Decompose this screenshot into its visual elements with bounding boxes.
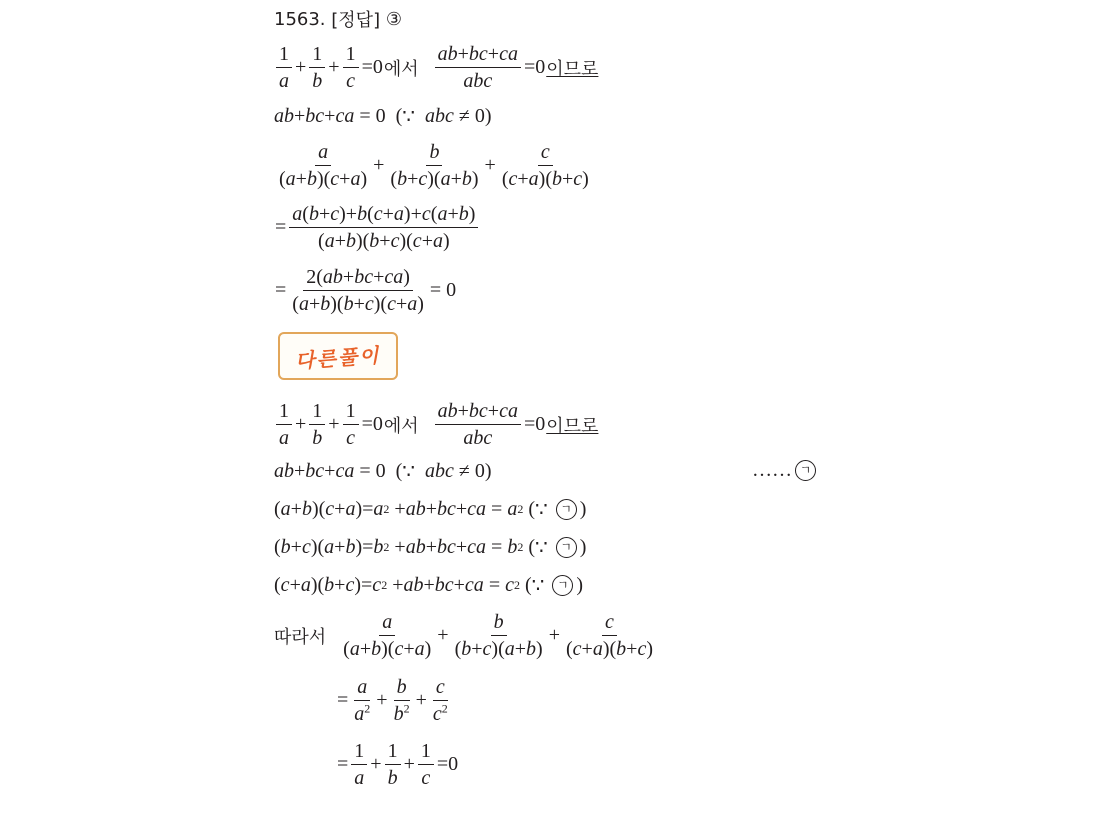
- eq-simplified: = $\frac{a}{a^2}$ + $\frac{b}{b^2}$ + $\frac{c}{c^2}$: [337, 676, 448, 725]
- eq-identity-c: ( c + a )( b + c )= c 2 + ab + bc + ca = c 2 ( ∵ ㄱ ): [274, 573, 584, 597]
- text-eseo-2: 에서: [383, 415, 419, 437]
- alt-eq-reciprocal-sum: $\frac{1}{a}$ + $\frac{1}{b}$ + $\frac{1}{c}$ =0 에서 $\frac{ab+bc+ca}{\text{abc}}$ =0 이므로: [274, 399, 598, 450]
- answer-symbol: ③: [385, 8, 402, 30]
- eq-result-zero: = $\frac{2(ab+bc+ca)}{(a+b)(b+c)(c+a)}$ = 0: [275, 266, 457, 315]
- eq-therefore: 따라서 $\frac{a}{(a+b)(c+a)}$ + $\frac{b}{(b+c)(a+b)}$ + $\frac{c}{(c+a)(b+c)}$: [274, 611, 653, 660]
- text-imeuro-2: 이므로: [546, 415, 599, 437]
- problem-number: 1563.: [274, 8, 326, 30]
- problem-header: [274, 6, 402, 32]
- giyeok-marker: ㄱ: [795, 460, 816, 481]
- eq-identity-b: ( b + c )( a + b )= b 2 + ab + bc + ca = b 2 ( ∵ ㄱ ): [274, 535, 587, 559]
- alt-eq-ab-bc-ca-zero: ab + bc + ca = 0 ( ∵ abc ≠ 0): [274, 459, 492, 483]
- because-symbol: ∵: [402, 105, 416, 128]
- reference-marker: …… ㄱ: [752, 459, 819, 482]
- eq-combined: = $\frac{a(b+c)+b(c+a)+c(a+b)}{(a+b)(b+c)(c+a)}$: [274, 202, 480, 253]
- eq-ab-bc-ca-zero: ab + bc + ca = 0 ( ∵ abc ≠ 0): [274, 104, 492, 128]
- text-ttaraseo: 따라서: [274, 626, 327, 648]
- answer-label: [정답]: [331, 10, 381, 31]
- eq-identity-a: ( a + b )( c + a )= a 2 + ab + bc + ca = a 2 ( ∵ ㄱ ): [274, 497, 587, 521]
- eq-reciprocal-sum: $\frac{1}{a}$ + $\frac{1}{b}$ + $\frac{1}{c}$ =0 에서 $\frac{ab+bc+ca}{\text{abc}}$ =0 이므로: [274, 42, 598, 93]
- alt-solution-badge: [278, 332, 398, 380]
- alt-solution-label: 다른풀이: [294, 342, 382, 373]
- text-eseo: 에서: [383, 58, 419, 80]
- eq-final-zero: = $\frac{1}{a}$ + $\frac{1}{b}$ + $\frac{1}{c}$ =0: [337, 740, 459, 789]
- eq-expression: $\frac{a}{(a+b)(c+a)}$ + $\frac{b}{(b+c)(a+b)}$ + $\frac{c}{(c+a)(b+c)}$: [279, 141, 589, 190]
- text-imeuro: 이므로: [546, 58, 599, 80]
